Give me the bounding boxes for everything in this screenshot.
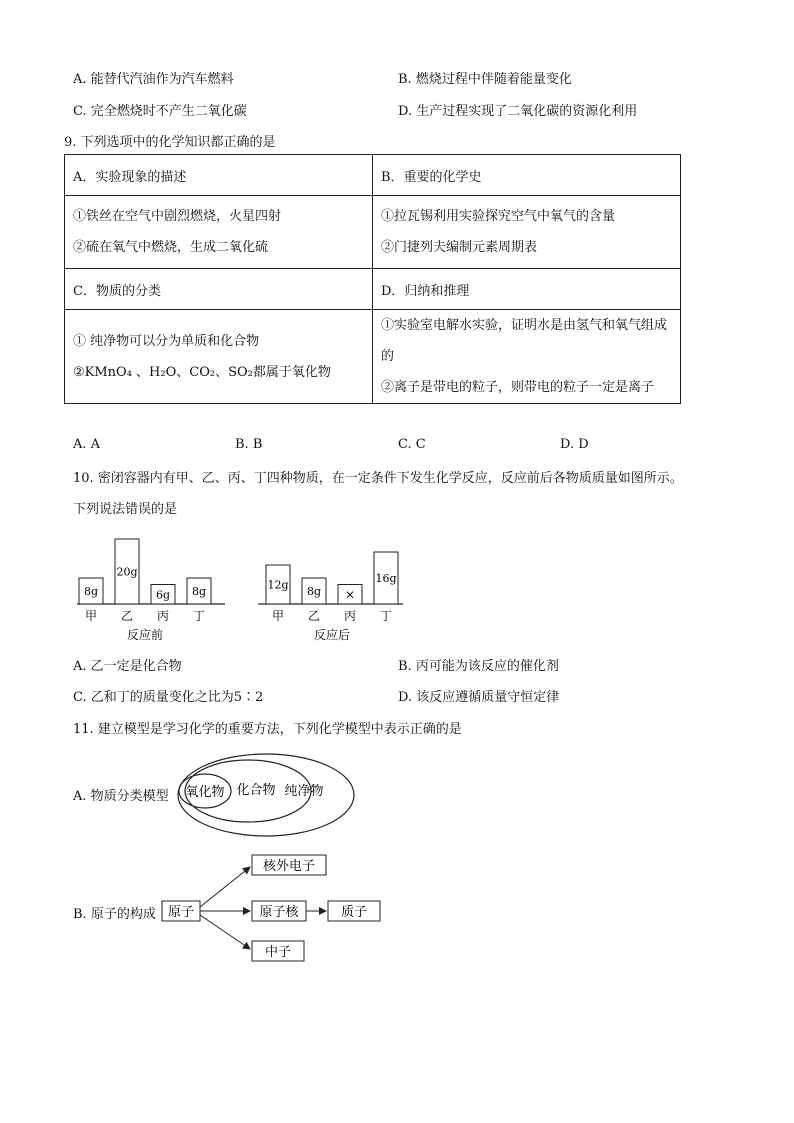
atom-structure-diagram: [160, 845, 400, 970]
category-label-after-1: 乙: [307, 609, 321, 623]
proton-label: 质子: [340, 905, 368, 920]
q9-c-line2: ②KMnO₄ 、H₂O、CO₂、SO₂都属于氧化物: [73, 364, 331, 380]
q11-option-b-label: B. 原子的构成: [73, 907, 156, 922]
q8-option-d: D. 生产过程实现了二氧化碳的资源化利用: [398, 104, 638, 119]
q10-stem-line2: 下列说法错误的是: [73, 502, 178, 517]
q9-a-line1: ①铁丝在空气中剧烈燃烧，火星四射: [73, 209, 282, 224]
q8-option-b: B. 燃烧过程中伴随着能量变化: [398, 72, 572, 87]
q9-cell-b-body: [373, 196, 681, 269]
bar-label-before-2: 6g: [155, 588, 171, 602]
q9-c-line1: ① 纯净物可以分为单质和化合物: [73, 333, 260, 349]
q9-cell-a-head: A．实验现象的描述: [65, 155, 373, 196]
q10-bar-charts: [0, 520, 794, 645]
bar-label-before-1: 20g: [116, 565, 138, 579]
q11-stem: 11. 建立模型是学习化学的重要方法，下列化学模型中表示正确的是: [73, 722, 462, 737]
q10-option-d: D. 该反应遵循质量守恒定律: [398, 690, 560, 705]
chart-after: [258, 552, 403, 642]
q9-cell-d-head: D．归纳和推理: [373, 269, 681, 310]
electron-label: 核外电子: [262, 859, 316, 874]
classification-model-diagram: [170, 745, 370, 845]
q9-d-line1: ①实验室电解水实验，证明水是由氢气和氧气组成的: [381, 318, 668, 364]
q9-b-line1: ①拉瓦锡利用实验探究空气中氧气的含量: [381, 209, 616, 224]
bar-label-after-2: ×: [344, 587, 356, 602]
q9-b-line2: ②门捷列夫编制元素周期表: [381, 240, 538, 255]
bar-label-before-0: 8g: [83, 585, 99, 598]
q9-d-line2: ②离子是带电的粒子，则带电的粒子一定是离子: [381, 380, 655, 395]
neutron-label: 中子: [264, 945, 292, 960]
q9-cell-b-head: B．重要的化学史: [373, 155, 681, 196]
q9-a-line2: ②硫在氧气中燃烧，生成二氧化硫: [73, 240, 269, 255]
q10-option-b: B. 丙可能为该反应的催化剂: [398, 659, 559, 674]
inner-label: 氧化物: [185, 785, 225, 800]
q9-option-c: C. C: [398, 437, 426, 452]
q9-option-d: D. D: [560, 437, 589, 452]
q9-option-a: A. A: [73, 437, 101, 452]
chart-before-caption: 反应前: [126, 628, 164, 642]
q11-option-a-label: A. 物质分类模型: [73, 789, 169, 804]
q10-option-a: A. 乙一定是化合物: [73, 659, 182, 674]
category-label-before-1: 乙: [120, 609, 134, 623]
bar-label-after-0: 12g: [267, 578, 289, 592]
category-label-after-0: 甲: [271, 609, 285, 623]
arrow-to-neutron: [200, 915, 250, 949]
q9-option-b: B. B: [235, 437, 263, 452]
category-label-before-2: 丙: [156, 609, 170, 623]
q9-cell-c-body: [65, 310, 373, 404]
arrow-to-electron: [200, 867, 250, 907]
q9-table: [64, 154, 681, 404]
category-label-after-2: 丙: [343, 609, 357, 623]
bar-label-after-1: 8g: [306, 585, 322, 598]
category-label-after-3: 丁: [379, 609, 393, 623]
q9-cell-d-body: [373, 310, 681, 404]
bar-label-before-3: 8g: [191, 585, 207, 598]
q9-stem: 9. 下列选项中的化学知识都正确的是: [64, 135, 276, 150]
category-label-before-0: 甲: [84, 609, 98, 623]
q8-option-a: A. 能替代汽油作为汽车燃料: [73, 72, 234, 87]
q9-cell-a-body: [65, 196, 373, 269]
q10-option-c: C. 乙和丁的质量变化之比为5∶2: [73, 690, 264, 705]
q9-cell-c-head: C．物质的分类: [65, 269, 373, 310]
chart-before: [77, 539, 225, 642]
outer-label: 纯净物: [284, 784, 324, 799]
chart-after-caption: 反应后: [313, 628, 351, 642]
atom-label: 原子: [167, 905, 195, 920]
q10-stem-line1: 10. 密闭容器内有甲、乙、丙、丁四种物质，在一定条件下发生化学反应，反应前后各物质质量如图所示。: [73, 471, 683, 486]
nucleus-label: 原子核: [259, 905, 299, 920]
category-label-before-3: 丁: [192, 609, 206, 623]
middle-label: 化合物: [236, 783, 276, 798]
bar-label-after-3: 16g: [375, 572, 397, 585]
q8-option-c: C. 完全燃烧时不产生二氧化碳: [73, 104, 247, 119]
